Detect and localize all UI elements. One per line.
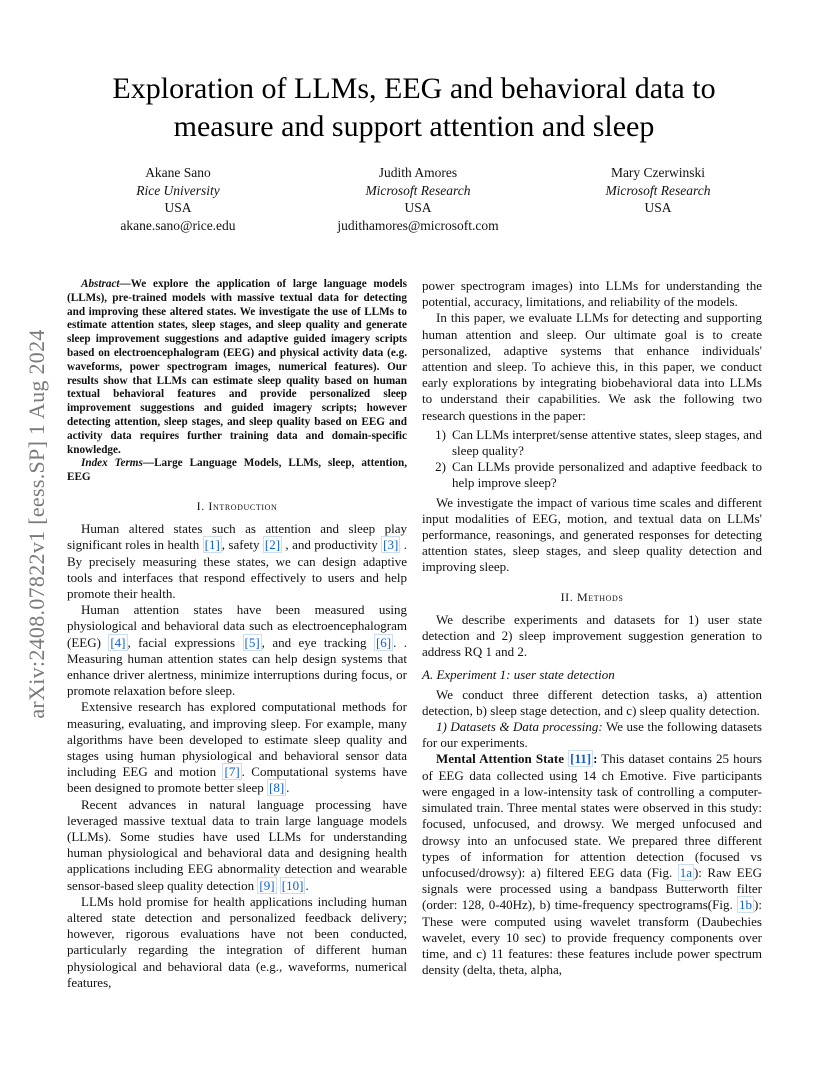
list-item-text: Can LLMs interpret/sense attentive states, sleep stages, and sleep quality? [452,426,762,459]
text-run: Human attention states have been measured using physiological and behavioral data such as electroencephalogram (EEG) [67,602,407,650]
intro-paragraph-5: LLMs hold promise for health applications including human altered state detection and personalized feedback delivery; however, rigorous evaluations have not been conducted, particularly regarding the integration of different human physiological and behavioral data (e.g., waveforms, numerical features, [67,893,407,990]
index-terms [67,457,407,485]
author-country: USA [164,200,192,215]
intro-paragraph-5-continued: power spectrogram images) into LLMs for understanding the potential, accuracy, limitations, and reliability of the models. [422,278,762,310]
text-run: Human altered states such as attention and sleep play significant roles in health [67,521,407,553]
text-run: , and productivity [282,537,382,553]
text-run: , safety [221,537,263,553]
text-run: . . Measuring human attention states can help design systems that enhance driver alertness, minimize interruptions during focus, or promote relaxation before sleep. [67,634,408,699]
author-block [68,164,768,234]
author-name: Akane Sano [145,165,211,180]
author-affiliation: Rice University [136,182,220,198]
intro-paragraph-6: In this paper, we evaluate LLMs for detecting and supporting human attention and sleep. Our ultimate goal is to create personalized, adaptive systems that enhance individuals' attention and sleep. To achieve this, in this paper, we conduct early explorations by integrating biobehavioral data into LLMs to understand their capabilities. We ask the following two research questions in the paper: [422,310,762,423]
intro-paragraph-7: We investigate the impact of various time scales and different input modalities of EEG, motion, and textual data on LLMs' performance, reasonings, and generated responses for detecting attention states, sleep stages, and sleep quality detection and improving sleep. [422,494,762,575]
arxiv-identifier-text: arXiv:2408.07822v1 [eess.SP] 1 Aug 2024 [24,329,49,719]
text-run: This dataset contains 25 hours of EEG data collected using 14 ch Emotive. Five participants were engaged in a low-intensity task of controlling a computer-simulated train. Three mental states were observed in this study: focused, unfocused, and drowsy. We merged unfocused and drowsy into an unfocused state. We prepared three different types of information for attention detection (focused vs unfocused/drowsy): a) filtered EEG data (Fig. [422,751,762,880]
subsubsection-heading: 1) Datasets & Data processing: [436,719,603,735]
author-2 [308,164,528,234]
text-run: : [593,751,598,767]
dataset-name: Mental Attention State [436,751,569,767]
right-column [422,278,762,978]
text-run: , and eye tracking [261,634,374,650]
citation-link[interactable]: [2] [264,537,281,553]
methods-paragraph-3 [422,719,762,751]
methods-paragraph-1: We describe experiments and datasets for 1) user state detection and 2) sleep improvement suggestion generation to address RQ 1 and 2. [422,611,762,660]
subsection-heading-experiment-1: A. Experiment 1: user state detection [422,667,615,683]
text-run: . [305,877,309,893]
section-heading-methods: II. Methods [560,589,624,604]
index-terms-lead: Index Terms [81,457,143,470]
intro-paragraph-2 [67,602,407,699]
index-terms-text: —Large Language Models, LLMs, sleep, attention, EEG [67,457,407,484]
figure-link[interactable]: 1a [679,864,692,880]
author-country: USA [404,200,432,215]
intro-paragraph-3 [67,699,407,796]
citation-link[interactable]: [5] [244,634,260,650]
research-questions-list [422,427,762,492]
section-heading-introduction: I. Introduction [196,498,278,513]
citation-link[interactable]: [4] [110,634,126,650]
intro-paragraph-4 [67,797,407,894]
text-run: Extensive research has explored computational methods for measuring, evaluating, and improving sleep. For example, many algorithms have been developed to estimate sleep quality and stages using human physiological and behavioral sensor data including EEG and motion [67,699,407,780]
methods-paragraph-2: We conduct three different detection tasks, a) attention detection, b) sleep stage detection, and c) sleep quality detection. [422,686,762,718]
author-affiliation: Microsoft Research [365,182,471,198]
left-column [67,278,407,991]
text-run: Recent advances in natural language processing have leveraged massive textual data to train large language models (LLMs). Some studies have used LLMs for understanding human physiological and behavioral data and designing health applications including EEG abnormality detection and wearable sensor-based sleep quality detection [67,796,407,893]
text-run: , facial expressions [127,634,243,650]
figure-link[interactable]: 1b [739,897,753,913]
author-3 [548,164,768,234]
abstract-lead: Abstract [81,278,120,290]
list-item-number: 2) [435,459,446,475]
author-email: judithamores@microsoft.com [337,217,499,233]
dataset-paragraph [422,751,762,978]
citation-link[interactable]: [3] [383,537,399,553]
list-item [422,459,762,491]
citation-link[interactable]: [9] [259,877,275,893]
list-item-number: 1) [435,426,446,442]
citation-link[interactable]: [11] [570,751,592,767]
list-item [422,427,762,459]
list-item-text: Can LLMs provide personalized and adaptive feedback to help improve sleep? [452,459,762,491]
arxiv-identifier[interactable] [24,286,50,762]
text-run: . [286,780,290,796]
author-affiliation: Microsoft Research [605,182,711,198]
text-run: . Computational systems have been designed to promote better sleep [67,764,408,796]
citation-link[interactable]: [8] [269,780,285,796]
paper-title: Exploration of LLMs, EEG and behavioral data to measure and support attention and sleep [112,72,716,143]
intro-paragraph-1 [67,521,407,602]
citation-link[interactable]: [10] [281,877,304,893]
author-country: USA [644,200,672,215]
author-email: akane.sano@rice.edu [120,217,236,233]
abstract-text: —We explore the application of large language models (LLMs), pre-trained models with massive textual data for detecting and improving these altered states. We investigate the use of LLMs to estimate attention states, sleep stages, and sleep quality and generate sleep improvement suggestions and adaptive guided imagery scripts based on electroencephalogram (EEG) and physical activity data (e.g. waveforms, power spectrogram images, numerical features). Our results show that LLMs can estimate sleep quality based on human textual behavioral features and provide personalized sleep improvement suggestions and guided imagery scripts; however detecting attention, sleep stages, and sleep quality based on EEG and activity data requires further training data and domain-specific knowledge. [67,278,407,456]
citation-link[interactable]: [6] [375,634,392,650]
text-run: We use the following datasets for our experiments. [422,719,762,751]
citation-link[interactable]: [1] [204,537,220,553]
author-1 [68,164,288,234]
citation-link[interactable]: [7] [224,764,240,780]
text-run: . By precisely measuring these states, we can design adaptive tools and interfaces that respond effectively to users and help promote their health. [67,537,407,601]
abstract [67,278,407,457]
author-name: Mary Czerwinski [610,165,706,180]
text-run: ): Raw EEG signals were processed using a bandpass Butterworth filter (order: 128, 0-40Hz), b) time-frequency spectrograms(Fig. [422,864,762,913]
author-name: Judith Amores [378,165,458,180]
text-run: ): These were computed using wavelet transform (Daubechies wavelet, every 10 sec) to provide frequency components over time, and c) 11 features: these features include power spectrum density (delta, theta, alpha, [422,897,762,978]
